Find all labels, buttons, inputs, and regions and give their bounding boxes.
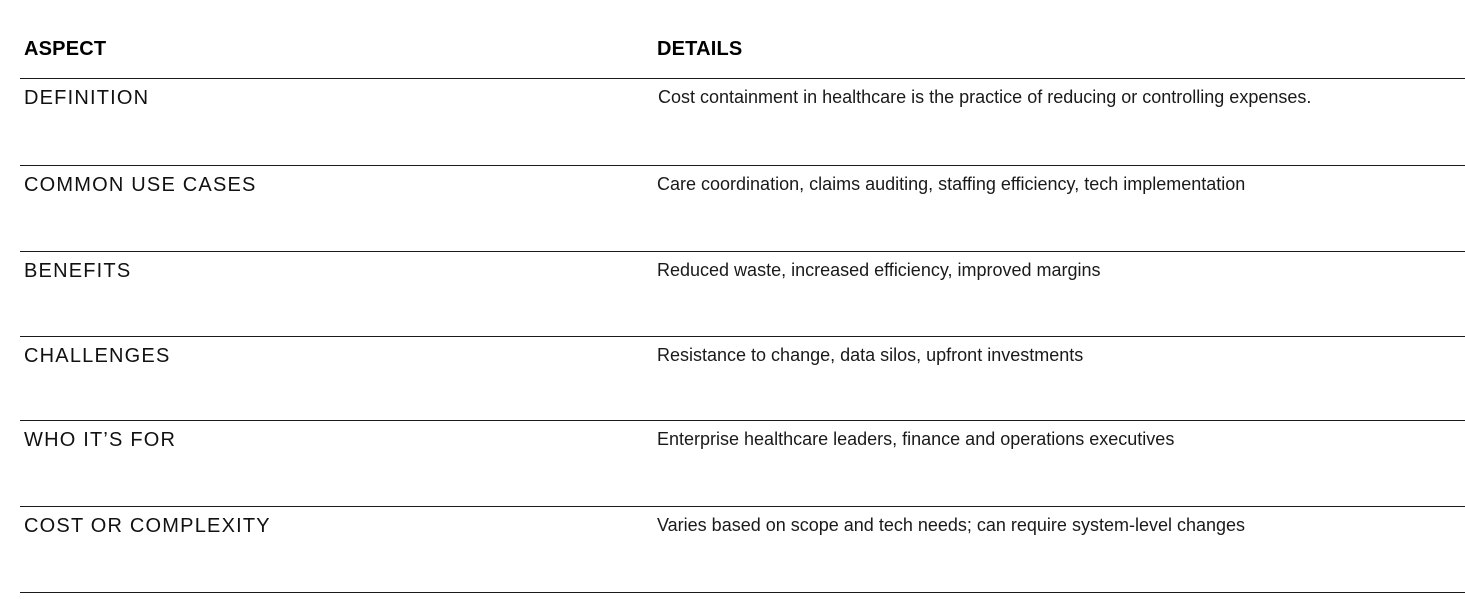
row-aspect: CHALLENGES [24,345,171,367]
row-aspect: COST OR COMPLEXITY [24,515,271,537]
table-header-row [20,0,1465,79]
comparison-table [20,0,1465,593]
table-row [20,252,1465,337]
row-details: Varies based on scope and tech needs; can require system-level changes [657,515,1246,535]
table-row [20,166,1465,252]
row-details: Care coordination, claims auditing, staffing efficiency, tech implementation [657,174,1246,194]
table-row [20,337,1465,421]
table-row [20,507,1465,593]
row-aspect: BENEFITS [24,260,132,282]
header-details: DETAILS [657,38,743,60]
row-details: Cost containment in healthcare is the practice of reducing or controlling expenses. [658,87,1312,107]
header-aspect: ASPECT [24,38,107,60]
table-row [20,79,1465,166]
table-row [20,421,1465,507]
row-aspect: COMMON USE CASES [24,174,257,196]
row-details: Enterprise healthcare leaders, finance and operations executives [657,429,1175,449]
row-details: Reduced waste, increased efficiency, improved margins [657,260,1101,280]
row-aspect: DEFINITION [24,87,150,109]
row-aspect: WHO IT’S FOR [24,429,177,451]
row-details: Resistance to change, data silos, upfront investments [657,345,1084,365]
